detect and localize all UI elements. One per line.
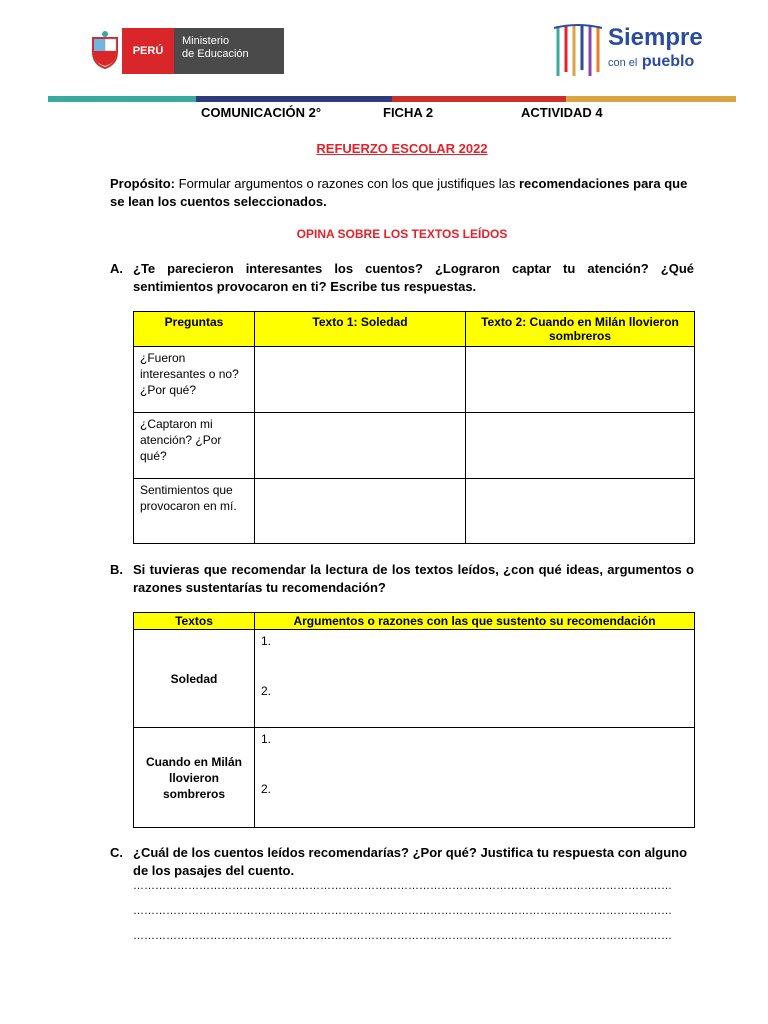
color-bar-navy <box>196 96 392 102</box>
answer-line[interactable]: ………………………………………………………………………………………………………………………………… <box>133 930 672 942</box>
answer-cell[interactable] <box>255 479 466 544</box>
item-number-2: 2. <box>261 684 272 698</box>
table-row <box>134 413 695 479</box>
table-b-text-1: Soledad <box>134 630 255 728</box>
campaign-bold-text: pueblo <box>641 53 695 70</box>
color-bar-gold <box>566 96 736 102</box>
table-a-header-questions: Preguntas <box>134 312 255 347</box>
table-row <box>134 347 695 413</box>
question-c-text: ¿Cuál de los cuentos leídos recomendarías? ¿Por qué? Justifica tu respuesta con alguno de los pasajes del cuento. <box>133 845 688 878</box>
purpose-paragraph <box>110 175 695 211</box>
ministry-line-1: Ministerio <box>182 35 230 47</box>
question-c-letter: C. <box>110 845 123 860</box>
item-number-1: 1. <box>261 634 272 648</box>
table-b-header-texts: Textos <box>134 613 255 630</box>
campaign-logo <box>552 22 712 80</box>
answer-line[interactable]: ………………………………………………………………………………………………………………………………… <box>133 880 672 892</box>
table-b <box>133 612 695 828</box>
table-a-question-3: Sentimientos que provocaron en mí. <box>134 479 255 544</box>
answer-cell[interactable] <box>255 347 466 413</box>
table-row <box>134 630 695 728</box>
argument-cell[interactable] <box>255 728 695 828</box>
table-b-header-arguments: Argumentos o razones con las que sustento su recomendación <box>255 613 695 630</box>
campaign-threads-icon <box>552 22 604 80</box>
item-number-1: 1. <box>261 732 272 746</box>
question-b-letter: B. <box>110 562 123 577</box>
table-row <box>134 728 695 828</box>
purpose-label: Propósito: <box>110 176 175 191</box>
question-a-text: ¿Te parecieron interesantes los cuentos? ¿Lograron captar tu atención? ¿Qué sentimientos provocaron en ti? Escribe tus respuestas. <box>133 261 694 294</box>
table-a <box>133 311 695 544</box>
sheet-label: FICHA 2 <box>383 105 434 120</box>
item-number-2: 2. <box>261 782 272 796</box>
answer-cell[interactable] <box>466 479 695 544</box>
campaign-line-1: Siempre <box>608 24 703 51</box>
purpose-bold-text: recomendaciones para que se lean los cuentos seleccionados. <box>110 176 688 209</box>
table-a-question-1: ¿Fueron interesantes o no? ¿Por qué? <box>134 347 255 413</box>
table-a-header-text1: Texto 1: Soledad <box>255 312 466 347</box>
document-title: REFUERZO ESCOLAR 2022 <box>316 141 488 156</box>
purpose-text: Formular argumentos o razones con los que justifiques las <box>178 176 516 191</box>
question-a-letter: A. <box>110 261 123 276</box>
ministry-logo <box>90 28 284 74</box>
peru-coat-of-arms-icon <box>90 30 120 70</box>
ministry-name <box>174 28 284 74</box>
argument-cell[interactable] <box>255 630 695 728</box>
table-a-header-text2: Texto 2: Cuando en Milán llovieron sombreros <box>466 312 695 347</box>
answer-cell[interactable] <box>466 413 695 479</box>
activity-label: ACTIVIDAD 4 <box>521 105 603 120</box>
ministry-line-2: de Educación <box>182 48 249 60</box>
answer-line[interactable]: ………………………………………………………………………………………………………………………………… <box>133 905 672 917</box>
peru-label: PERÚ <box>122 28 174 74</box>
campaign-line-2 <box>608 53 694 71</box>
table-row <box>134 479 695 544</box>
color-bar-red <box>392 96 566 102</box>
table-a-question-2: ¿Captaron mi atención? ¿Por qué? <box>134 413 255 479</box>
color-bar-green <box>48 96 196 102</box>
question-b-text: Si tuvieras que recomendar la lectura de los textos leídos, ¿con qué ideas, argumentos o razones sustentarías tu recomendación? <box>133 562 694 595</box>
answer-cell[interactable] <box>466 347 695 413</box>
campaign-small-text: con el <box>608 57 638 69</box>
answer-cell[interactable] <box>255 413 466 479</box>
subject-label: COMUNICACIÓN 2° <box>201 105 322 120</box>
section-title: OPINA SOBRE LOS TEXTOS LEÍDOS <box>296 227 508 241</box>
table-b-text-2: Cuando en Milán llovieron sombreros <box>134 728 255 828</box>
